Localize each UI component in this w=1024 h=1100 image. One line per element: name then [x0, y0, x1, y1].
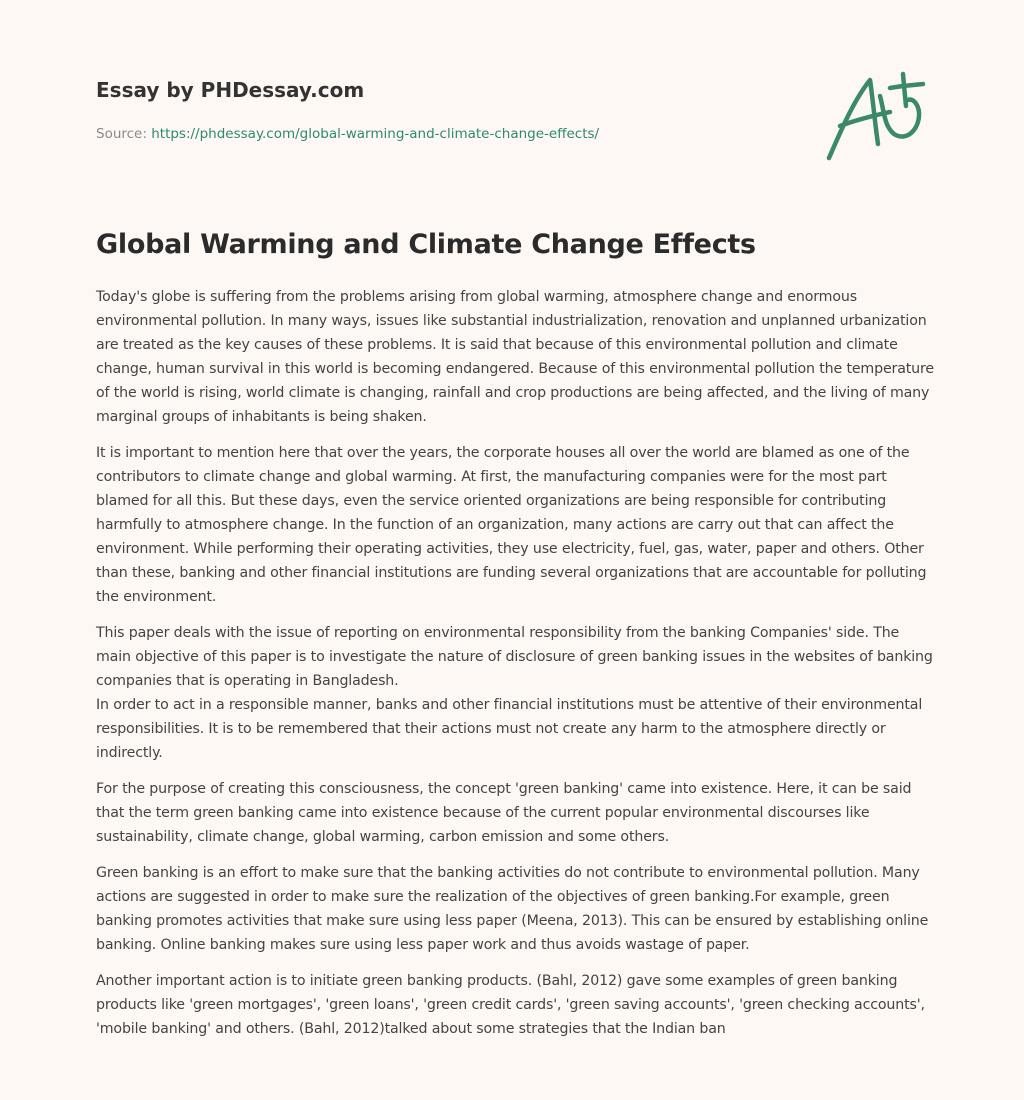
- essay-title: Global Warming and Climate Change Effects: [96, 229, 756, 260]
- source-link[interactable]: https://phdessay.com/global-warming-and-climate-change-effects/: [151, 126, 600, 142]
- essay-paragraph: This paper deals with the issue of reporting on environmental responsibility from the banking Companies' side. The main objective of this paper is to investigate the nature of disclosure of green banking issues in the websites of banking companies that is operating in Bangladesh.: [96, 625, 933, 689]
- source-label: Source:: [96, 126, 147, 142]
- source-line: [96, 124, 816, 144]
- essay-paragraph: In order to act in a responsible manner, banks and other financial institutions must be attentive of their environmental responsibilities. It is to be remembered that their actions must not create any harm to the atmosphere directly or indirectly.: [96, 697, 923, 761]
- essay-paragraph: Today's globe is suffering from the problems arising from global warming, atmosphere change and enormous environmental pollution. In many ways, issues like substantial industrialization, renovation and unplanned urbanization are treated as the key causes of these problems. It is said that because of this environmental pollution and climate change, human survival in this world is becoming endangered. Because of this environmental pollution the temperature of the world is rising, world climate is changing, rainfall and crop productions are being affected, and the living of many marginal groups of inhabitants is being shaken.: [96, 289, 934, 425]
- essay-body: [96, 285, 936, 1053]
- essay-paragraph: It is important to mention here that over the years, the corporate houses all over the world are blamed as one of the contributors to climate change and global warming. At first, the manufacturing companies were for the most part blamed for all this. But these days, even the service oriented organizations are being responsible for contributing harmfully to atmosphere change. In the function of an organization, many actions are carry out that can affect the environment. While performing their operating activities, they use electricity, fuel, gas, water, paper and others. Other than these, banking and other financial institutions are funding several organizations that are accountable for polluting the environment.: [96, 445, 927, 605]
- essay-paragraph: Green banking is an effort to make sure that the banking activities do not contribute to environmental pollution. Many actions are suggested in order to make sure the realization of the objectives of green banking.For example, green banking promotes activities that make sure using less paper (Meena, 2013). This can be ensured by establishing online banking. Online banking makes sure using less paper work and thus avoids wastage of paper.: [96, 865, 929, 953]
- site-title: Essay by PHDessay.com: [96, 78, 365, 102]
- page-header: [96, 76, 816, 144]
- essay-paragraph: Another important action is to initiate green banking products. (Bahl, 2012) gave some examples of green banking products like 'green mortgages', 'green loans', 'green credit cards', 'green saving accounts', 'green checking accounts', 'mobile banking' and others. (Bahl, 2012)talked about some strategies that the Indian ban: [96, 973, 925, 1037]
- a-plus-logo-icon: [820, 66, 930, 166]
- essay-paragraph: For the purpose of creating this consciousness, the concept 'green banking' came into existence. Here, it can be said that the term green banking came into existence because of the current popular environmental discourses like sustainability, climate change, global warming, carbon emission and some others.: [96, 781, 912, 845]
